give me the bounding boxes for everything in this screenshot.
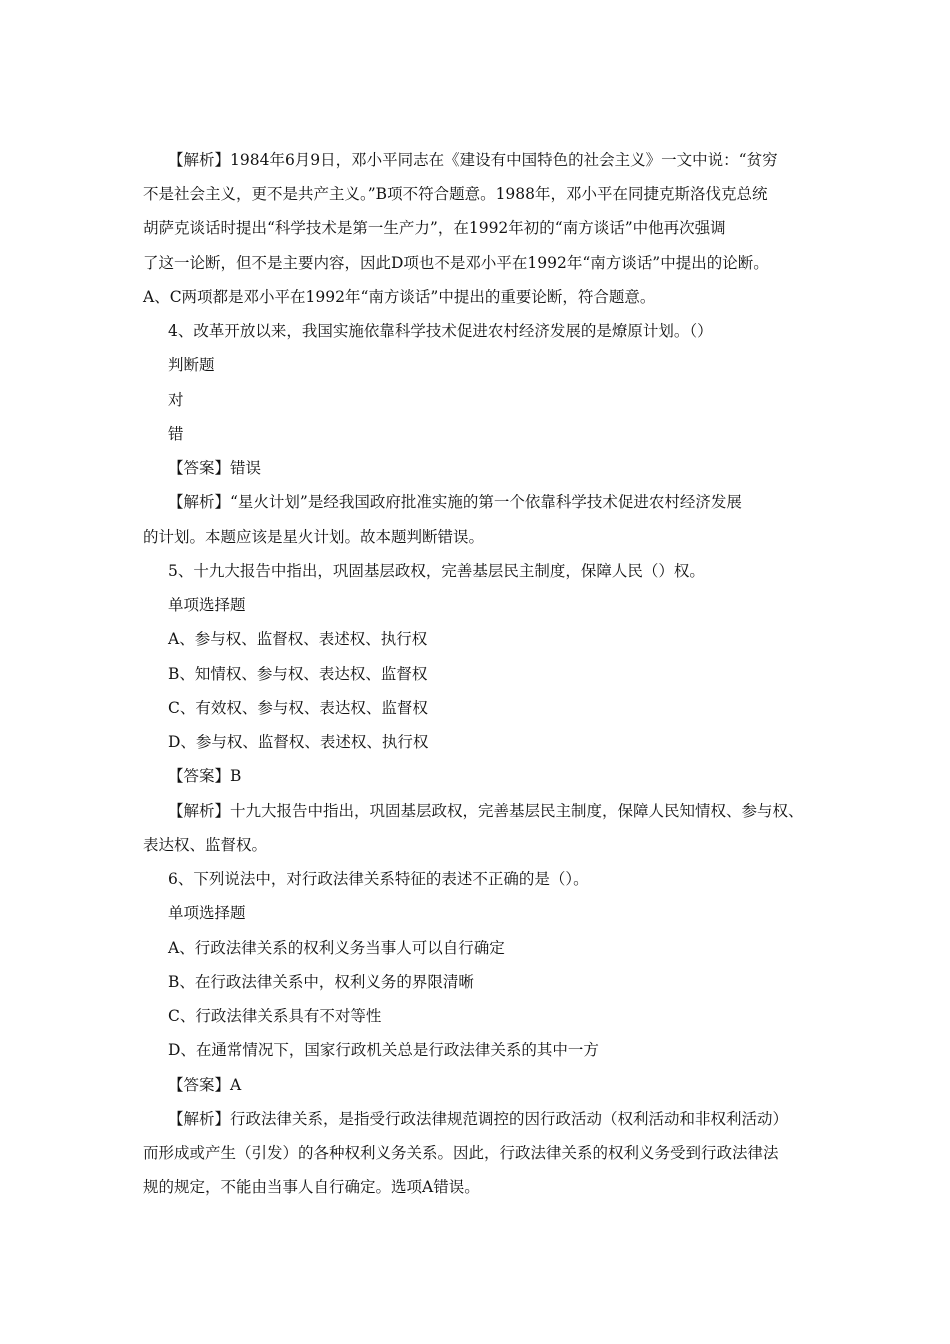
question-6-type: 单项选择题 bbox=[168, 904, 246, 922]
analysis-q3-line-5: A、C两项都是邓小平在1992年“南方谈话”中提出的重要论断，符合题意。 bbox=[143, 288, 656, 306]
question-5-option-d: D、参与权、监督权、表述权、执行权 bbox=[168, 733, 429, 751]
question-4-stem: 4、改革开放以来，我国实施依靠科学技术促进农村经济发展的是燎原计划。（） bbox=[168, 322, 713, 340]
question-5-analysis-line-1: 【解析】十九大报告中指出，巩固基层政权，完善基层民主制度，保障人民知情权、参与权、 bbox=[168, 802, 804, 820]
question-6-option-d: D、在通常情况下，国家行政机关总是行政法律关系的其中一方 bbox=[168, 1041, 599, 1059]
question-4-option-false: 错 bbox=[168, 425, 184, 443]
question-5-analysis-line-2: 表达权、监督权。 bbox=[143, 836, 268, 854]
question-6-analysis-line-1: 【解析】行政法律关系，是指受行政法律规范调控的因行政活动（权利活动和非权利活动） bbox=[168, 1110, 789, 1128]
question-6-stem: 6、下列说法中，对行政法律关系特征的表述不正确的是（）。 bbox=[168, 870, 589, 888]
question-5-answer: 【答案】B bbox=[168, 767, 242, 785]
question-4-analysis-line-1: 【解析】“星火计划”是经我国政府批准实施的第一个依靠科学技术促进农村经济发展 bbox=[168, 493, 742, 511]
question-6-analysis-line-2: 而形成或产生（引发）的各种权利义务关系。因此，行政法律关系的权利义务受到行政法律法 bbox=[143, 1144, 779, 1162]
question-5-option-b: B、知情权、参与权、表达权、监督权 bbox=[168, 665, 428, 683]
question-4-answer: 【答案】错误 bbox=[168, 459, 262, 477]
question-6-option-b: B、在行政法律关系中，权利义务的界限清晰 bbox=[168, 973, 474, 991]
question-4-type: 判断题 bbox=[168, 356, 215, 374]
question-5-stem: 5、十九大报告中指出，巩固基层政权，完善基层民主制度，保障人民（）权。 bbox=[168, 562, 705, 580]
question-6-answer: 【答案】A bbox=[168, 1076, 242, 1094]
question-5-option-c: C、有效权、参与权、表达权、监督权 bbox=[168, 699, 428, 717]
question-4-analysis-line-2: 的计划。本题应该是星火计划。故本题判断错误。 bbox=[143, 528, 485, 546]
question-6-analysis-line-3: 规的规定，不能由当事人自行确定。选项A错误。 bbox=[143, 1178, 480, 1196]
question-4-option-true: 对 bbox=[168, 391, 184, 409]
analysis-q3-line-3: 胡萨克谈话时提出“科学技术是第一生产力”，在1992年初的“南方谈话”中他再次强调 bbox=[143, 219, 726, 237]
analysis-q3-line-2: 不是社会主义，更不是共产主义。”B项不符合题意。1988年，邓小平在同捷克斯洛伐克总统 bbox=[143, 185, 768, 203]
analysis-q3-line-1: 【解析】1984年6月9日，邓小平同志在《建设有中国特色的社会主义》一文中说：“贫穷 bbox=[168, 151, 778, 169]
analysis-q3-line-4: 了这一论断，但不是主要内容，因此D项也不是邓小平在1992年“南方谈话”中提出的论断。 bbox=[143, 254, 769, 272]
question-5-type: 单项选择题 bbox=[168, 596, 246, 614]
question-6-option-c: C、行政法律关系具有不对等性 bbox=[168, 1007, 382, 1025]
question-5-option-a: A、参与权、监督权、表述权、执行权 bbox=[168, 630, 428, 648]
question-6-option-a: A、行政法律关系的权利义务当事人可以自行确定 bbox=[168, 939, 505, 957]
